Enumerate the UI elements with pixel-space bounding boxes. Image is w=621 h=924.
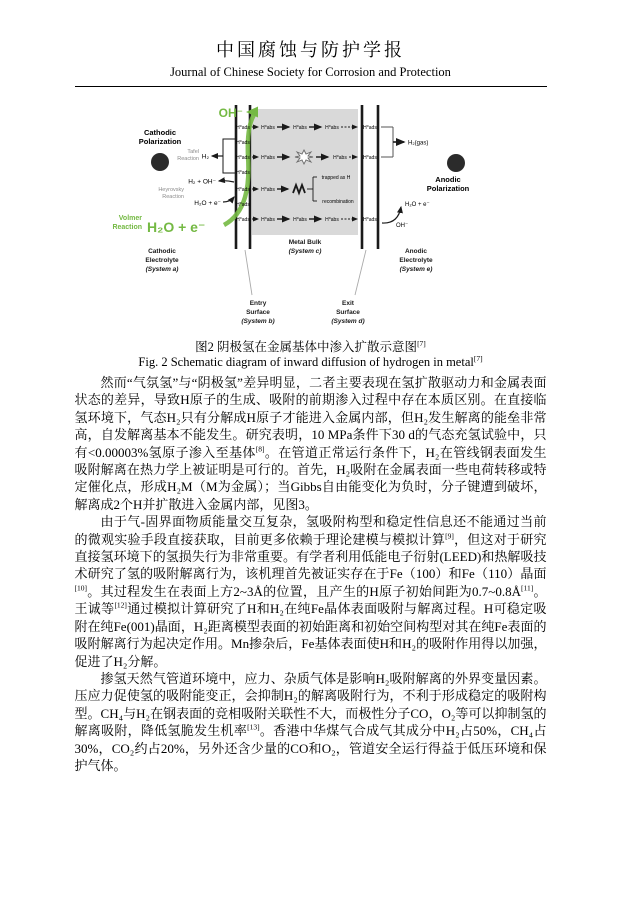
h-ads-label: H⁰ads	[363, 155, 377, 161]
h-ads-label: H⁰ads	[363, 125, 377, 131]
figure-caption-cn-text: 图2 阴极氢在金属基体中渗入扩散示意图	[195, 340, 418, 354]
cathodic-polarization-label: Cathodic	[143, 128, 177, 137]
journal-title-en: Journal of Chinese Society for Corrosion and Protection	[170, 65, 451, 79]
heyrovsky-reaction-label: Heyrovsky	[158, 187, 184, 193]
article-body	[75, 374, 547, 774]
h-ads-label: H⁰ads	[236, 125, 250, 131]
cathodic-electrolyte-label: Cathodic	[148, 248, 176, 255]
h-ads-label: H⁰ads	[236, 170, 250, 176]
trapped-as-h-label: trapped as H	[321, 175, 351, 181]
h-abs-label: H⁰abs	[333, 155, 347, 161]
h-ads-label: H⁰ads	[236, 155, 250, 161]
exit-surface-label: Surface	[336, 309, 360, 316]
anodic-oh-label: OH⁻	[396, 223, 409, 229]
journal-title-cn: 中国腐蚀与防护学报	[216, 40, 405, 60]
cathodic-electrode-dot	[151, 153, 169, 171]
tafel-h2-label: H₂	[201, 153, 209, 161]
anodic-electrolyte-label: Electrolyte	[399, 257, 433, 264]
journal-masthead	[0, 0, 621, 87]
exit-surface-label: (System d)	[331, 318, 365, 325]
figure-caption-en	[0, 355, 621, 370]
h-abs-label: H⁰abs	[325, 217, 339, 223]
h-ads-label: H⁰ads	[236, 202, 250, 208]
heyrovsky-product-label: H₂ + OH⁻	[188, 178, 216, 186]
h-abs-label: H⁰abs	[261, 217, 275, 223]
cathodic-electrolyte-label: (System a)	[145, 266, 179, 273]
cathodic-electrolyte-label: Electrolyte	[145, 257, 179, 264]
heyrovsky-reaction-label: Reaction	[162, 194, 184, 200]
anodic-polarization-label: Anodic	[435, 175, 461, 184]
figure-caption-cn-ref: [7]	[417, 338, 426, 348]
h-abs-label: H⁰abs	[293, 217, 307, 223]
entry-label-connector	[245, 250, 252, 295]
anodic-electrolyte-label: Anodic	[404, 248, 428, 255]
h-abs-label: H⁰abs	[261, 187, 275, 193]
h2-gas-evolution	[381, 127, 428, 157]
figure-caption-cn	[0, 340, 621, 355]
tafel-reaction-label: Tafel	[187, 149, 199, 155]
tafel-reaction-group	[177, 139, 236, 173]
h-ads-label: H⁰ads	[236, 217, 250, 223]
masthead-rule	[75, 86, 547, 87]
volmer-reaction-label: Volmer	[118, 215, 142, 222]
h-ads-label: H⁰ads	[236, 140, 250, 146]
entry-surface-label: Entry	[249, 300, 267, 307]
heyrovsky-reaction-group	[158, 179, 234, 208]
figure-caption-en-text: Fig. 2 Schematic diagram of inward diffusion of hydrogen in metal	[138, 355, 474, 369]
figure-caption-en-ref: [7]	[473, 353, 483, 363]
volmer-reaction-label: Reaction	[112, 224, 142, 231]
exit-surface-label: Exit	[342, 300, 354, 307]
h-abs-label: H⁰abs	[293, 125, 307, 131]
system-labels	[145, 239, 433, 325]
exit-label-connector	[355, 250, 366, 295]
h-abs-label: H⁰abs	[261, 155, 275, 161]
anodic-polarization-label: Polarization	[426, 184, 470, 193]
figure-2	[100, 101, 480, 338]
paragraph-1: 然而“气氛氢”与“阴极氢”差异明显，二者主要表现在氢扩散驱动力和金属表面状态的差异，导致H原子的生成、吸附的前期渗入过程中存在本质区别。在直接临氢环境下，气态H₂只有分解成H原子才能进入金属内部，但H₂发生解离的能垒非常高，自发解离基本不能发生。研究表明，10 MPa条件下30 d的气态充氢试验中，只有<0.00003%氢原子渗入至基体[8]。在管道正常运行条件下，H₂在管线钢表面发生吸附解离在热力学上被证明是可行的。首先，H₂吸附在金属表面一些电荷转移或特定催化点，形成H₂M（M为金属）；当Gibbs自由能变化为负时，分子键遭到破坏，解离成2个H并扩散进入金属内部，见图3。	[74, 375, 547, 512]
figure-caption	[0, 340, 621, 370]
volmer-h2o-label: H₂O + e⁻	[147, 219, 206, 235]
paragraph-3: 掺氢天然气管道环境中，应力、杂质气体是影响H₂吸附解离的外界变量因素。压应力促使氢的吸附能变正，会抑制H₂的解离吸附行为，不利于形成稳定的吸附构型。CH₄与H₂在钢表面的竞相吸附关联性不大，而极性分子CO，O₂等可以抑制氢的解离吸附，降低氢脆发生机率[13]。香港中华煤气合成气其成分中H₂占50%，CH₄占30%，CO₂约占20%，另外还含少量的CO和O₂，管道安全运行得益于低压环境和保护气体。	[74, 670, 547, 773]
h-abs-label: H⁰abs	[261, 125, 275, 131]
paragraph-2: 由于气-固界面物质能量交互复杂，氢吸附构型和稳定性信息还不能通过当前的微观实验手段直接获取，目前更多依赖于理论建模与模拟计算[9]，但这对于研究直接氢环境下的氢损失行为非常重要。有学者利用低能电子衍射(LEED)和热解吸技术研究了氢的吸附解离行为，该机理首先被证实存在于Fe（100）和Fe（110）晶面[10]。其过程发生在表面上方2~3Å的位置，且产生的H原子初始间距为0.7~0.8Å[11]。王诚等[12]通过模拟计算研究了H和H₂在纯Fe晶体表面吸附与解离过程。H可稳定吸附在纯Fe(001)晶面，H₂距离模型表面的初始距离和初始空间构型对其在纯Fe表面的吸附解离行为起决定作用。Mn掺杂后，Fe基体表面使H和H₂的吸附作用得以加强，促进了H₂分解。	[74, 514, 547, 669]
metal-bulk-label: (System c)	[288, 248, 322, 255]
heyrovsky-reactant-label: H₂O + e⁻	[194, 200, 221, 207]
recombination-label: recombination	[322, 199, 354, 205]
anodic-h2o-label: H₂O + e⁻	[405, 202, 430, 208]
tafel-reaction-label: Reaction	[177, 156, 199, 162]
h-abs-label: H⁰abs	[325, 125, 339, 131]
hydrogen-diffusion-diagram	[100, 101, 480, 333]
h2-gas-label: H₂(gas)	[408, 140, 429, 147]
cathodic-polarization-label: Polarization	[138, 137, 182, 146]
entry-surface-label: (System b)	[241, 318, 275, 325]
anodic-oxidation-group	[382, 202, 430, 229]
anodic-electrode-dot	[447, 154, 465, 172]
h-ads-label: H⁰ads	[363, 217, 377, 223]
anodic-electrolyte-label: (System e)	[399, 266, 433, 273]
lattice-defect-icon	[295, 150, 313, 164]
entry-surface-label: Surface	[246, 309, 270, 316]
oh-minus-label: OH⁻	[218, 106, 243, 120]
metal-bulk-label: Metal Bulk	[288, 239, 322, 246]
h-ads-label: H⁰ads	[236, 187, 250, 193]
